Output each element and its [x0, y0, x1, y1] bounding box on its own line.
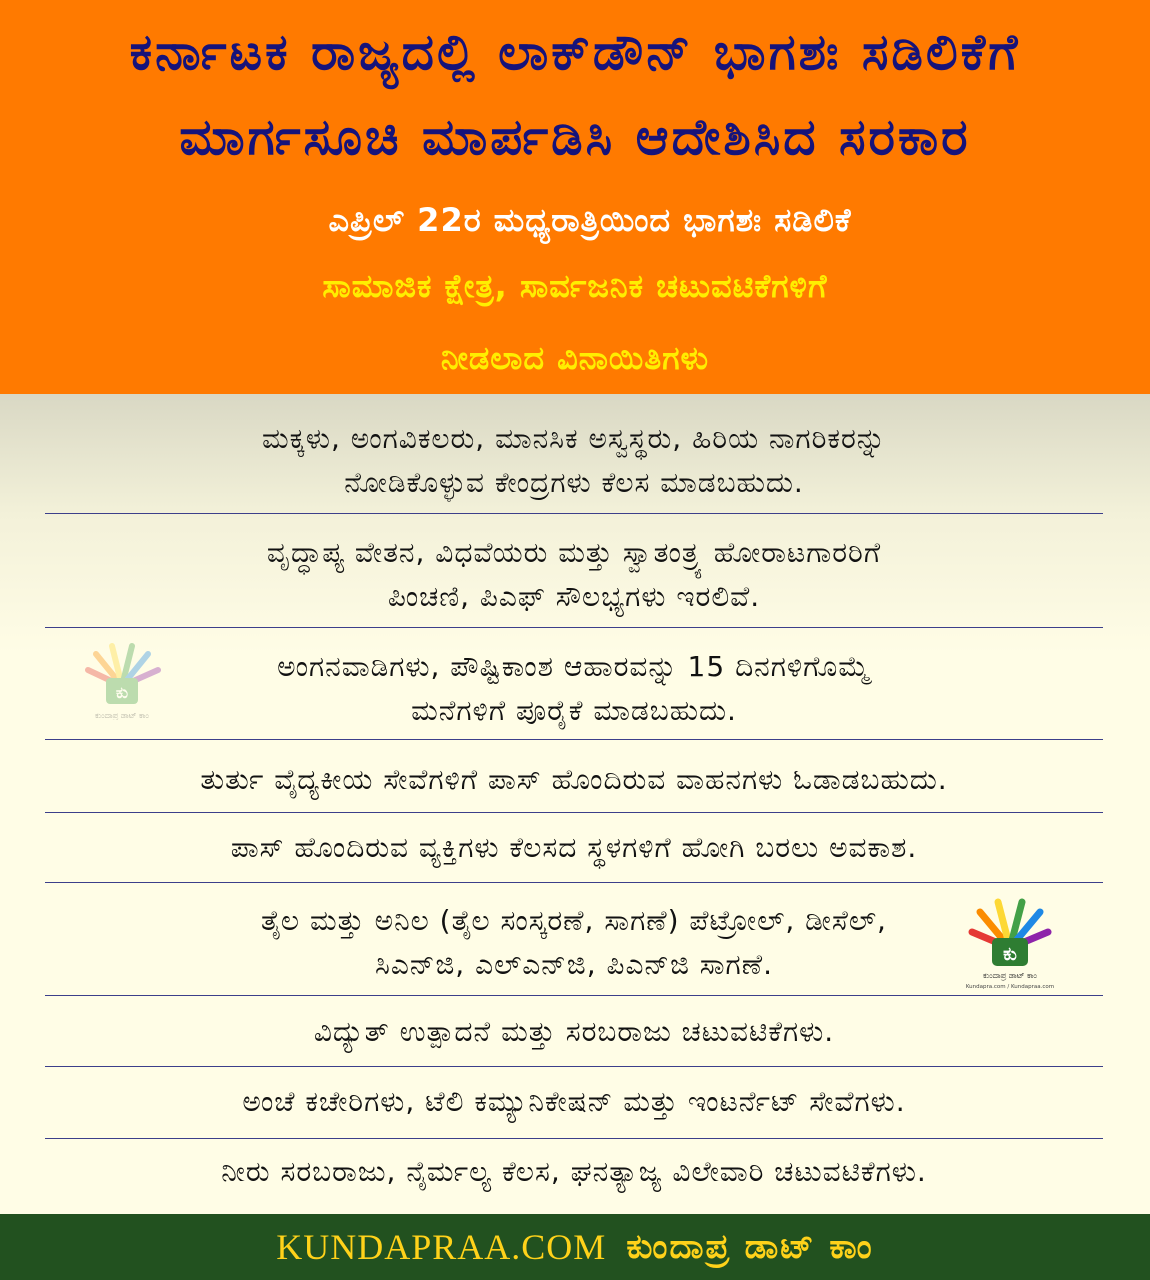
section-heading-line2: ನೀಡಲಾದ ವಿನಾಯಿತಿಗಳು — [440, 339, 710, 377]
list-item-line: ಪಿಂಚಣಿ, ಪಿಎಫ್ ಸೌಲಭ್ಯಗಳು ಇರಲಿವೆ. — [387, 580, 761, 613]
logo-caption: ಕುಂದಾಪ್ರ ಡಾಟ್ ಕಾಂ — [95, 711, 149, 720]
footer-site-name-kannada: ಕುಂದಾಪ್ರ ಡಾಟ್ ಕಾಂ — [626, 1227, 874, 1267]
list-item-line: ಅಂಗನವಾಡಿಗಳು, ಪೌಷ್ಟಿಕಾಂಶ ಆಹಾರವನ್ನು 15 ದಿನಗಳಿಗೊಮ್ಮೆ — [277, 650, 871, 683]
list-item — [45, 820, 1103, 876]
logo-url: Kundapra.com / Kundapraa.com — [965, 984, 1055, 990]
divider — [45, 812, 1103, 813]
header-banner — [0, 0, 1150, 394]
divider — [45, 882, 1103, 883]
list-item-line: ಸಿಎನ್‌ಜಿ, ಎಲ್‌ಎನ್‌ಜಿ, ಪಿಎನ್‌ಜಿ ಸಾಗಣೆ. — [375, 948, 773, 981]
section-heading-line1: ಸಾಮಾಜಿಕ ಕ್ಷೇತ್ರ, ಸಾರ್ವಜನಿಕ ಚಟುವಟಿಕೆಗಳಿಗೆ — [322, 267, 828, 305]
list-item — [45, 526, 1103, 624]
divider — [45, 739, 1103, 740]
headline-line1: ಕರ್ನಾಟಕ ರಾಜ್ಯದಲ್ಲಿ ಲಾಕ್‌ಡೌನ್ ಭಾಗಶಃ ಸಡಿಲಿಕೆಗೆ — [129, 23, 1021, 81]
logo-caption: ಕುಂದಾಪ್ರ ಡಾಟ್ ಕಾಂ — [983, 971, 1037, 980]
list-item — [45, 1144, 1103, 1200]
list-item-line: ಮನೆಗಳಿಗೆ ಪೂರೈಕೆ ಮಾಡಬಹುದು. — [411, 694, 737, 727]
list-item — [45, 1074, 1103, 1130]
logo-glyph: ಕು — [1003, 944, 1017, 965]
list-item-line: ತೈಲ ಮತ್ತು ಅನಿಲ (ತೈಲ ಸಂಸ್ಕರಣೆ, ಸಾಗಣೆ) ಪೆಟ್ರೋಲ್, ಡೀಸೆಲ್, — [261, 904, 887, 937]
list-item-line: ಪಾಸ್ ಹೊಂದಿರುವ ವ್ಯಕ್ತಿಗಳು ಕೆಲಸದ ಸ್ಥಳಗಳಿಗೆ ಹೋಗಿ ಬರಲು ಅವಕಾಶ. — [230, 831, 918, 864]
brand-logo — [960, 896, 1060, 992]
list-item — [45, 752, 1103, 808]
list-item-line: ತುರ್ತು ವೈದ್ಯಕೀಯ ಸೇವೆಗಳಿಗೆ ಪಾಸ್ ಹೊಂದಿರುವ ವಾಹನಗಳು ಓಡಾಡಬಹುದು. — [200, 763, 948, 796]
footer-site-name: KUNDAPRAA.COM — [276, 1227, 607, 1267]
footer-banner — [0, 1214, 1150, 1280]
list-item-line: ವಿದ್ಯುತ್ ಉತ್ಪಾದನೆ ಮತ್ತು ಸರಬರಾಜು ಚಟುವಟಿಕೆಗಳು. — [313, 1015, 835, 1048]
list-item-line: ನೋಡಿಕೊಳ್ಳುವ ಕೇಂದ್ರಗಳು ಕೆಲಸ ಮಾಡಬಹುದು. — [344, 466, 804, 499]
logo-glyph: ಕು — [115, 683, 129, 702]
list-item-line: ಮಕ್ಕಳು, ಅಂಗವಿಕಲರು, ಮಾನಸಿಕ ಅಸ್ವಸ್ಥರು, ಹಿರಿಯ ನಾಗರಿಕರನ್ನು — [261, 422, 887, 455]
list-item — [45, 412, 1103, 510]
divider — [45, 995, 1103, 996]
divider — [45, 627, 1103, 628]
list-item — [45, 1004, 1103, 1060]
list-item-line: ವೃದ್ಧಾಪ್ಯ ವೇತನ, ವಿಧವೆಯರು ಮತ್ತು ಸ್ವಾತಂತ್ರ್ಯ ಹೋರಾಟಗಾರರಿಗೆ — [266, 536, 882, 569]
list-item-line: ಅಂಚೆ ಕಚೇರಿಗಳು, ಟೆಲಿ ಕಮ್ಯುನಿಕೇಷನ್ ಮತ್ತು ಇಂಟರ್ನೆಟ್ ಸೇವೆಗಳು. — [242, 1085, 906, 1118]
divider — [45, 513, 1103, 514]
list-item-line: ನೀರು ಸರಬರಾಜು, ನೈರ್ಮಲ್ಯ ಕೆಲಸ, ಘನತ್ಯಾಜ್ಯ ವಿಲೇವಾರಿ ಚಟುವಟಿಕೆಗಳು. — [221, 1155, 927, 1188]
divider — [45, 1066, 1103, 1067]
watermark-logo — [76, 640, 168, 724]
subtitle-date: ಎಪ್ರಿಲ್ 22ರ ಮಧ್ಯರಾತ್ರಿಯಿಂದ ಭಾಗಶಃ ಸಡಿಲಿಕೆ — [328, 201, 852, 239]
list-item — [45, 640, 1103, 738]
headline-line2: ಮಾರ್ಗಸೂಚಿ ಮಾರ್ಪಡಿಸಿ ಆದೇಶಿಸಿದ ಸರಕಾರ — [179, 108, 971, 166]
divider — [45, 1138, 1103, 1139]
list-item — [45, 894, 1103, 992]
